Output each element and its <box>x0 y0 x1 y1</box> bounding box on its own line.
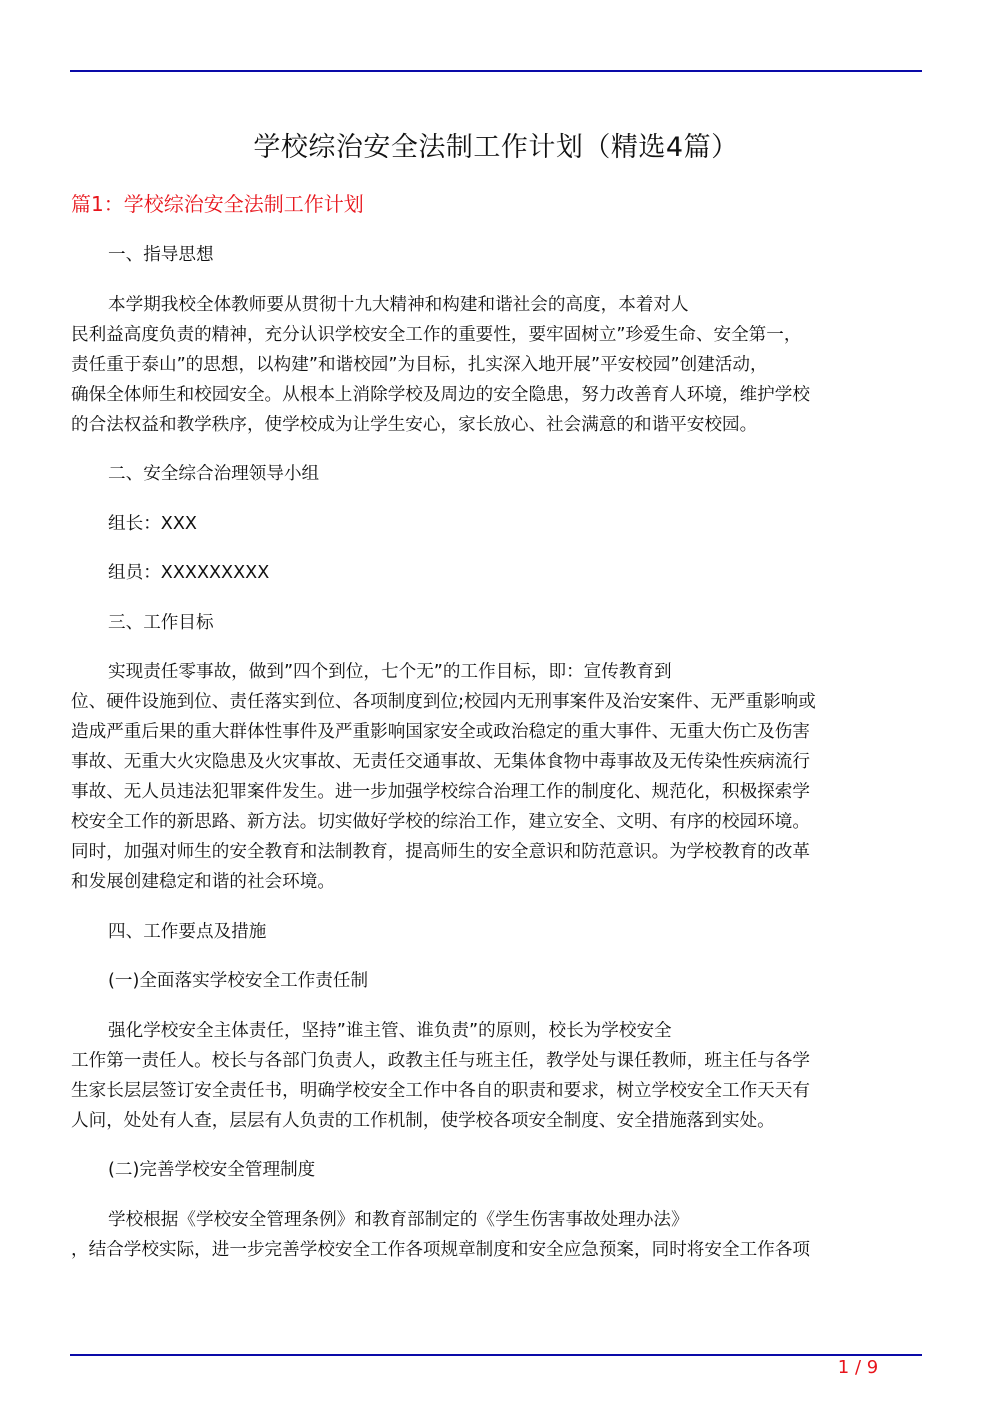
paragraph-line: 本学期我校全体教师要从贯彻十九大精神和构建和谐社会的高度，本着对人 <box>108 294 689 315</box>
paragraph-responsibility <box>71 1016 916 1136</box>
heading-key-measures: 四、工作要点及措施 <box>108 921 267 942</box>
paragraph-management-system <box>71 1205 916 1265</box>
paragraph-line: 实现责任零事故，做到”四个到位，七个无”的工作目标，即：宣传教育到 <box>108 662 672 682</box>
section-heading: 篇1：学校综治安全法制工作计划 <box>71 192 364 216</box>
paragraph-work-goals <box>71 657 916 897</box>
footer-rule <box>70 1354 922 1356</box>
paragraph-line: 生家长层层签订安全责任书，明确学校安全工作中各自的职责和要求，树立学校安全工作天天有 <box>71 1080 810 1101</box>
paragraph-line: 学校根据《学校安全管理条例》和教育部制定的《学生伤害事故处理办法》 <box>108 1209 689 1230</box>
document-title: 学校综治安全法制工作计划（精选4篇） <box>253 132 739 163</box>
subheading-responsibility: (一)全面落实学校安全工作责任制 <box>108 971 369 991</box>
page-indicator: 1 / 9 <box>837 1357 879 1378</box>
paragraph-line: 事故、无重大火灾隐患及火灾事故、无责任交通事故、无集体食物中毒事故及无传染性疾病流行 <box>71 752 810 772</box>
paragraph-line: 同时，加强对师生的安全教育和法制教育，提高师生的安全意识和防范意识。为学校教育的改革 <box>71 842 810 862</box>
heading-leadership-group: 二、安全综合治理领导小组 <box>108 464 320 484</box>
paragraph-line: 工作第一责任人。校长与各部门负责人，政教主任与班主任，教学处与课任教师，班主任与各学 <box>71 1050 810 1071</box>
paragraph-line: 人问，处处有人查，层层有人负责的工作机制，使学校各项安全制度、安全措施落到实处。 <box>71 1110 775 1131</box>
heading-guiding-ideology: 一、指导思想 <box>108 245 214 265</box>
paragraph-line: 的合法权益和教学秩序，使学校成为让学生安心，家长放心、社会满意的和谐平安校园。 <box>71 414 758 435</box>
paragraph-line: 事故、无人员违法犯罪案件发生。进一步加强学校综合治理工作的制度化、规范化，积极探索学 <box>71 782 810 802</box>
paragraph-line: 责任重于泰山”的思想，以构建”和谐校园”为目标，扎实深入地开展”平安校园”创建活动， <box>71 354 768 375</box>
document-body <box>71 240 916 1284</box>
paragraph-line: 确保全体师生和校园安全。从根本上消除学校及周边的安全隐患，努力改善育人环境，维护学校 <box>71 384 810 405</box>
subheading-management-system: (二)完善学校安全管理制度 <box>108 1160 316 1180</box>
group-members: 组员：XXXXXXXXX <box>108 563 270 583</box>
paragraph-line: 造成严重后果的重大群体性事件及严重影响国家安全或政治稳定的重大事件、无重大伤亡及伤害 <box>71 722 810 742</box>
paragraph-line: 位、硬件设施到位、责任落实到位、各项制度到位;校园内无刑事案件及治安案件、无严重影响或 <box>71 692 816 712</box>
paragraph-line: 强化学校安全主体责任，坚持”谁主管、谁负责”的原则，校长为学校安全 <box>108 1020 672 1041</box>
paragraph-guiding-ideology <box>71 290 916 440</box>
paragraph-line: 民利益高度负责的精神，充分认识学校安全工作的重要性，要牢固树立”珍爱生命、安全第一， <box>71 324 802 345</box>
header-rule <box>70 70 922 72</box>
paragraph-line: ，结合学校实际，进一步完善学校安全工作各项规章制度和安全应急预案，同时将安全工作各项 <box>71 1239 810 1260</box>
paragraph-line: 和发展创建稳定和谐的社会环境。 <box>71 872 335 892</box>
paragraph-line: 校安全工作的新思路、新方法。切实做好学校的综治工作，建立安全、文明、有序的校园环境。 <box>71 812 810 832</box>
heading-work-goals: 三、工作目标 <box>108 612 214 633</box>
group-leader: 组长：XXX <box>108 513 197 534</box>
